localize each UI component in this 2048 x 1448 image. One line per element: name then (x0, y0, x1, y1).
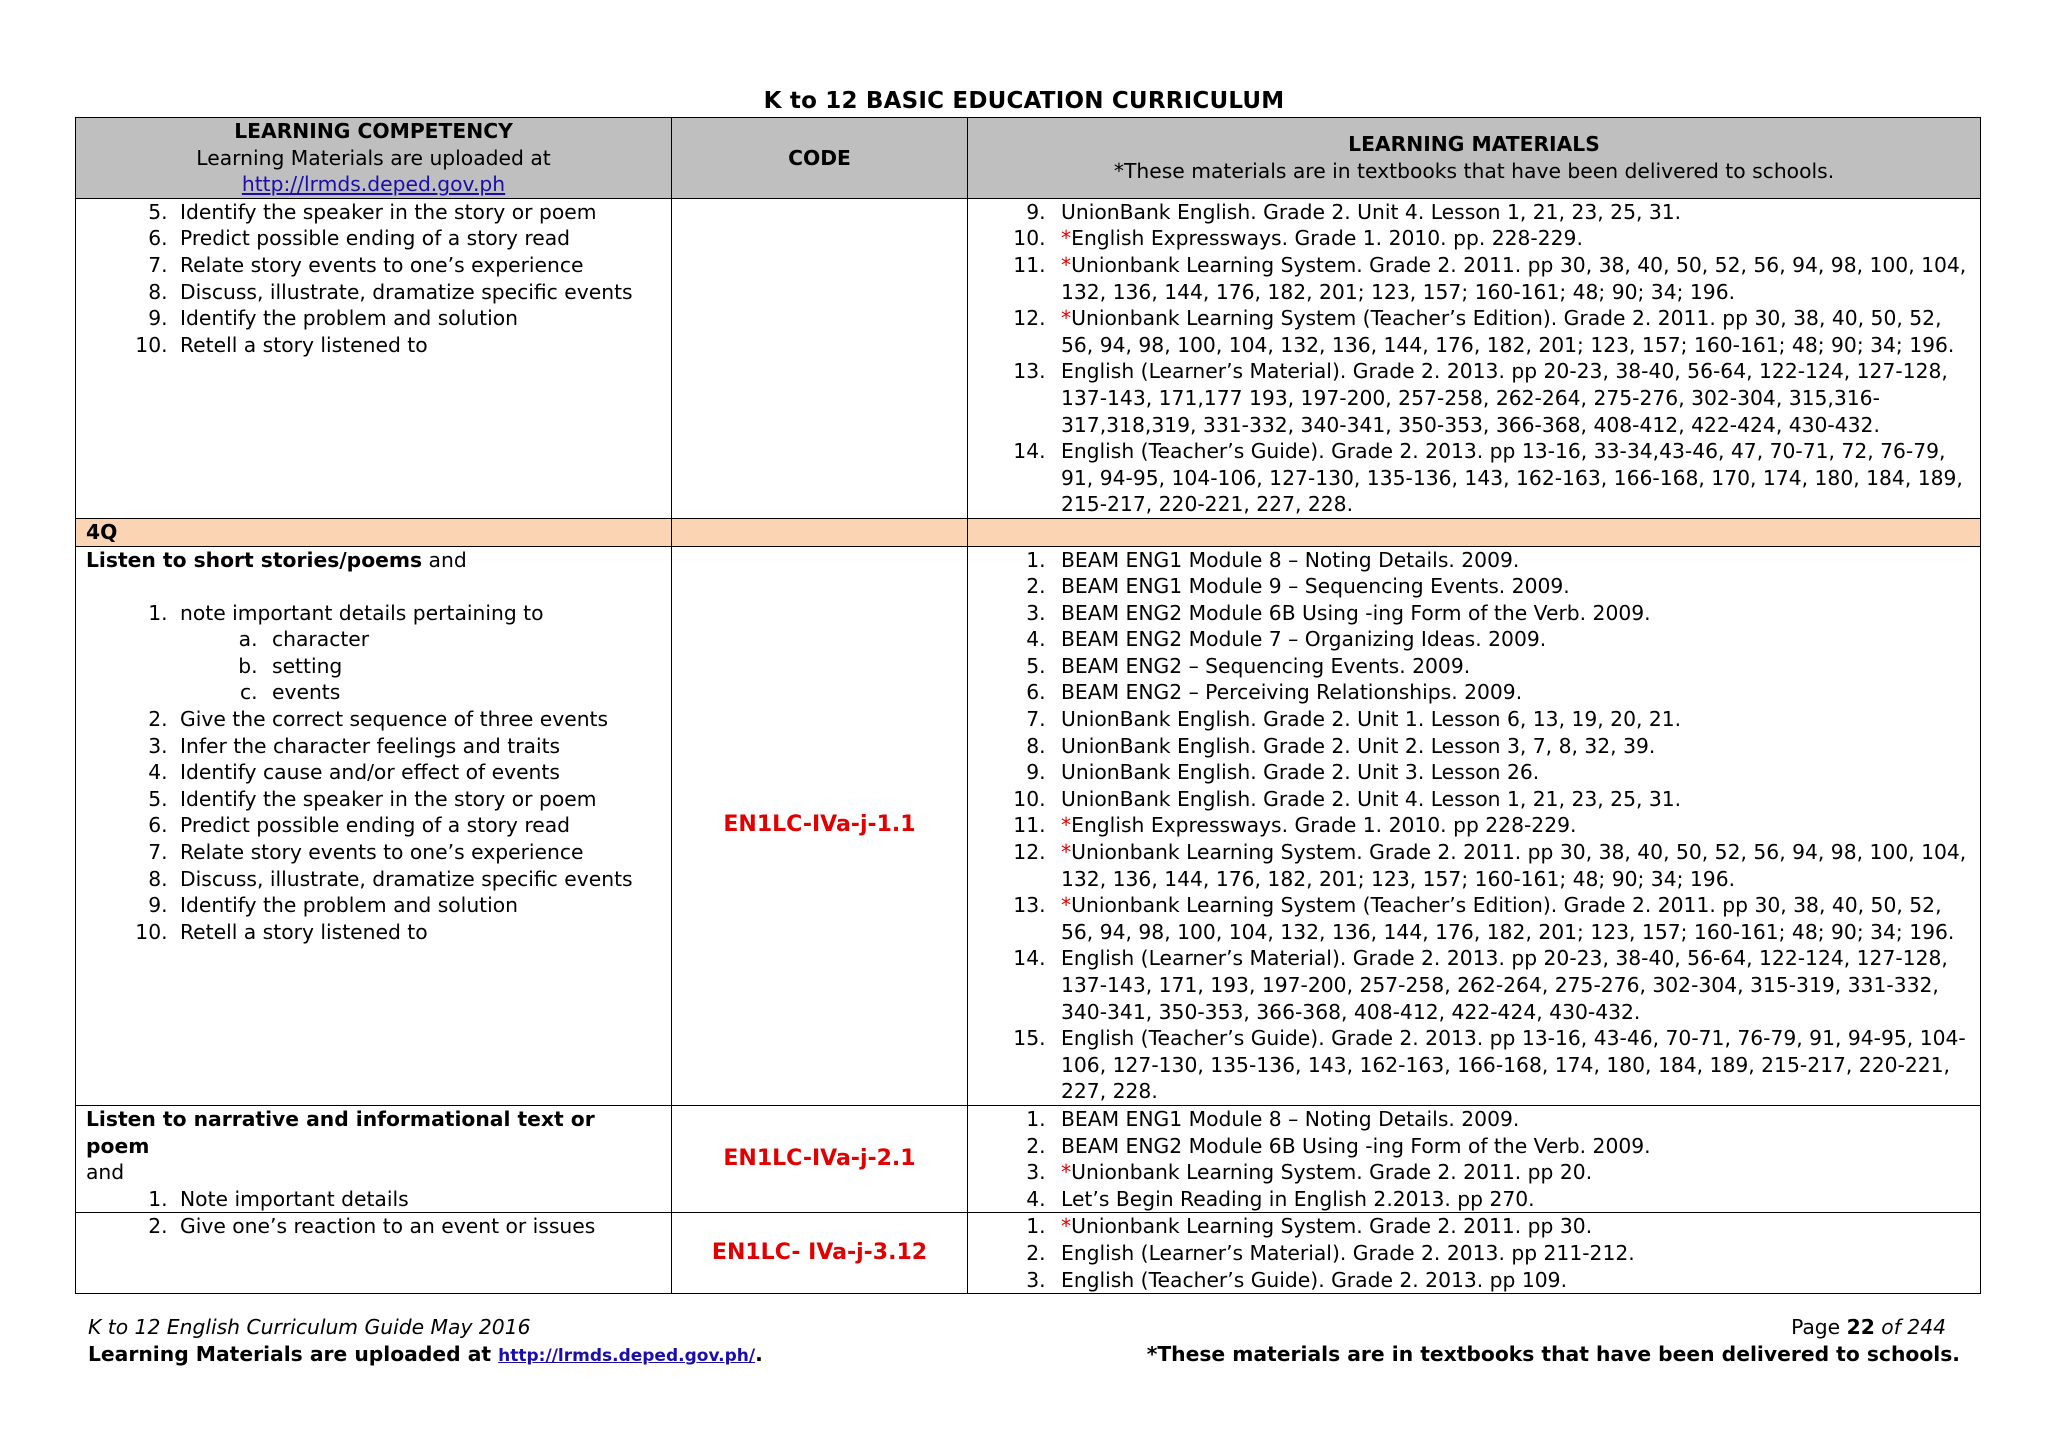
list-item: 9. Identify the problem and solution (174, 892, 661, 919)
materials-cell (968, 1105, 1981, 1212)
list-item: 5. BEAM ENG2 – Sequencing Events. 2009. (1052, 653, 1970, 680)
competency-list (86, 600, 661, 946)
list-item: 11. *English Expressways. Grade 1. 2010. pp 228-229. (1052, 812, 1970, 839)
list-item: 1. note important details pertaining to a. character b. setting c. events (174, 600, 661, 706)
list-item: 13. *Unionbank Learning System (Teacher’s Edition). Grade 2. 2011. pp 30, 38, 40, 50, 52, 56, 94, 98, 100, 104, 132, 136, 144, 176, 182, 201; 123, 157; 160-161; 48; 90; 34; 196. (1052, 892, 1970, 945)
competency-list (86, 1213, 661, 1240)
list-item: 2. Give one’s reaction to an event or issues (174, 1213, 661, 1240)
materials-list (978, 547, 1970, 1105)
competency-code: EN1LC-IVa-j-2.1 (672, 1105, 968, 1212)
list-item: 2. Give the correct sequence of three events (174, 706, 661, 733)
table-row (76, 546, 1981, 1105)
list-item: 11. *Unionbank Learning System. Grade 2. 2011. pp 30, 38, 40, 50, 52, 56, 94, 98, 100, 104, 132, 136, 144, 176, 182, 201; 123, 157; 160-161; 48; 90; 34; 196. (1052, 252, 1970, 305)
sub-list (180, 626, 661, 706)
competency-code: EN1LC- IVa-j-3.12 (672, 1213, 968, 1294)
list-item: b. setting (264, 653, 661, 680)
table-row (76, 1105, 1981, 1212)
footer-link[interactable]: http://lrmds.deped.gov.ph/ (498, 1346, 756, 1366)
header-materials (968, 118, 1981, 199)
quarter-label: 4Q (76, 518, 672, 546)
competency-cell (76, 198, 672, 518)
table-header-row (76, 118, 1981, 199)
list-item: c. events (264, 679, 661, 706)
list-item: 10. Retell a story listened to (174, 332, 661, 359)
list-item: 2. English (Learner’s Material). Grade 2. 2013. pp 211-212. (1052, 1240, 1970, 1267)
list-item: 4. BEAM ENG2 Module 7 – Organizing Ideas. 2009. (1052, 626, 1970, 653)
list-item: 6. Predict possible ending of a story read (174, 812, 661, 839)
list-item: 5. Identify the speaker in the story or poem (174, 199, 661, 226)
list-item: 14. English (Teacher’s Guide). Grade 2. 2013. pp 13-16, 33-34,43-46, 47, 70-71, 72, 76-79, 91, 94-95, 104-106, 127-130, 135-136, 143, 162-163, 166-168, 170, 174, 180, 184, 189, 215-217, 220-221, 227, 228. (1052, 438, 1970, 518)
list-item: 3. BEAM ENG2 Module 6B Using -ing Form of the Verb. 2009. (1052, 600, 1970, 627)
list-item: 1. *Unionbank Learning System. Grade 2. 2011. pp 30. (1052, 1213, 1970, 1240)
list-item: 9. Identify the problem and solution (174, 305, 661, 332)
page-title: K to 12 BASIC EDUCATION CURRICULUM (763, 88, 1285, 114)
table-row (76, 1213, 1981, 1294)
quarter-row (76, 518, 1981, 546)
list-item: 7. Relate story events to one’s experience (174, 839, 661, 866)
footer-note: *These materials are in textbooks that have been delivered to schools. (1146, 1342, 1960, 1366)
list-item: 2. BEAM ENG1 Module 9 – Sequencing Events. 2009. (1052, 573, 1970, 600)
code-cell-empty (672, 198, 968, 518)
competency-heading: Listen to short stories/poems and (86, 547, 467, 572)
materials-cell (968, 198, 1981, 518)
curriculum-table (75, 117, 1981, 1294)
materials-list (978, 199, 1970, 518)
list-item: 3. *Unionbank Learning System. Grade 2. 2011. pp 20. (1052, 1159, 1970, 1186)
table-row (76, 198, 1981, 518)
list-item: 10. UnionBank English. Grade 2. Unit 4. Lesson 1, 21, 23, 25, 31. (1052, 786, 1970, 813)
header-competency-title: LEARNING COMPETENCY (234, 119, 513, 143)
list-item: 3. Infer the character feelings and traits (174, 733, 661, 760)
list-item: 8. Discuss, illustrate, dramatize specific events (174, 279, 661, 306)
competency-cell (76, 1213, 672, 1294)
list-item: 7. Relate story events to one’s experience (174, 252, 661, 279)
list-item: 6. BEAM ENG2 – Perceiving Relationships. 2009. (1052, 679, 1970, 706)
list-item: 6. Predict possible ending of a story read (174, 225, 661, 252)
list-item: 3. English (Teacher’s Guide). Grade 2. 2013. pp 109. (1052, 1267, 1970, 1294)
footer-uploaded: Learning Materials are uploaded at http://lrmds.deped.gov.ph/. (88, 1342, 763, 1366)
header-code-title: CODE (788, 145, 851, 170)
list-item: 1. BEAM ENG1 Module 8 – Noting Details. 2009. (1052, 547, 1970, 574)
competency-list (86, 199, 661, 359)
list-item: 14. English (Learner’s Material). Grade 2. 2013. pp 20-23, 38-40, 56-64, 122-124, 127-128, 137-143, 171, 193, 197-200, 257-258, 262-264, 275-276, 302-304, 315-319, 331-332, 340-341, 350-353, 366-368, 408-412, 422-424, 430-432. (1052, 945, 1970, 1025)
list-item: 4. Let’s Begin Reading in English 2.2013. pp 270. (1052, 1186, 1970, 1213)
materials-cell (968, 546, 1981, 1105)
header-materials-sub: *These materials are in textbooks that have been delivered to schools. (1113, 158, 1835, 183)
list-item: 13. English (Learner’s Material). Grade 2. 2013. pp 20-23, 38-40, 56-64, 122-124, 127-128, 137-143, 171,177 193, 197-200, 257-258, 262-264, 275-276, 302-304, 315,316-317,318,319, 331-332, 340-341, 350-353, 366-368, 408-412, 422-424, 430-432. (1052, 358, 1970, 438)
list-item: a. character (264, 626, 661, 653)
materials-list (978, 1106, 1970, 1212)
header-materials-title: LEARNING MATERIALS (1348, 132, 1600, 157)
list-item: 12. *Unionbank Learning System (Teacher’s Edition). Grade 2. 2011. pp 30, 38, 40, 50, 52, 56, 94, 98, 100, 104, 132, 136, 144, 176, 182, 201; 123, 157; 160-161; 48; 90; 34; 196. (1052, 305, 1970, 358)
materials-list (978, 1213, 1970, 1293)
list-item: 2. BEAM ENG2 Module 6B Using -ing Form of the Verb. 2009. (1052, 1133, 1970, 1160)
footer-right (1147, 1314, 1960, 1368)
list-item: 9. UnionBank English. Grade 2. Unit 4. Lesson 1, 21, 23, 25, 31. (1052, 199, 1970, 226)
header-competency-sub: Learning Materials are uploaded at (196, 145, 551, 170)
list-item: 5. Identify the speaker in the story or poem (174, 786, 661, 813)
list-item: 8. Discuss, illustrate, dramatize specific events (174, 866, 661, 893)
competency-list (86, 1186, 661, 1213)
list-item: 15. English (Teacher’s Guide). Grade 2. 2013. pp 13-16, 43-46, 70-71, 76-79, 91, 94-95, 104-106, 127-130, 135-136, 143, 162-163, 166-168, 174, 180, 184, 189, 215-217, 220-221, 227, 228. (1052, 1025, 1970, 1105)
footer-left (88, 1314, 763, 1370)
competency-cell (76, 546, 672, 1105)
list-item: 10. *English Expressways. Grade 1. 2010. pp. 228-229. (1052, 225, 1970, 252)
competency-cell: Listen to narrative and informational text or poem and 1. Note important details (76, 1105, 672, 1212)
list-item: 9. UnionBank English. Grade 2. Unit 3. Lesson 26. (1052, 759, 1970, 786)
header-competency (76, 118, 672, 199)
lrmds-link[interactable]: http://lrmds.deped.gov.ph (241, 172, 506, 197)
page-number: Page 22 of 244 (1791, 1315, 1946, 1339)
list-item: 1. Note important details (174, 1186, 661, 1213)
list-item: 7. UnionBank English. Grade 2. Unit 1. Lesson 6, 13, 19, 20, 21. (1052, 706, 1970, 733)
list-item: 12. *Unionbank Learning System. Grade 2. 2011. pp 30, 38, 40, 50, 52, 56, 94, 98, 100, 104, 132, 136, 144, 176, 182, 201; 123, 157; 160-161; 48; 90; 34; 196. (1052, 839, 1970, 892)
footer-guide: K to 12 English Curriculum Guide May 2016 (88, 1315, 531, 1339)
list-item: 10. Retell a story listened to (174, 919, 661, 946)
competency-heading: Listen to narrative and informational text or poem (86, 1106, 595, 1158)
materials-cell (968, 1213, 1981, 1294)
list-item: 8. UnionBank English. Grade 2. Unit 2. Lesson 3, 7, 8, 32, 39. (1052, 733, 1970, 760)
header-code (672, 118, 968, 199)
list-item: 1. BEAM ENG1 Module 8 – Noting Details. 2009. (1052, 1106, 1970, 1133)
competency-code: EN1LC-IVa-j-1.1 (672, 546, 968, 1105)
list-item: 4. Identify cause and/or effect of events (174, 759, 661, 786)
